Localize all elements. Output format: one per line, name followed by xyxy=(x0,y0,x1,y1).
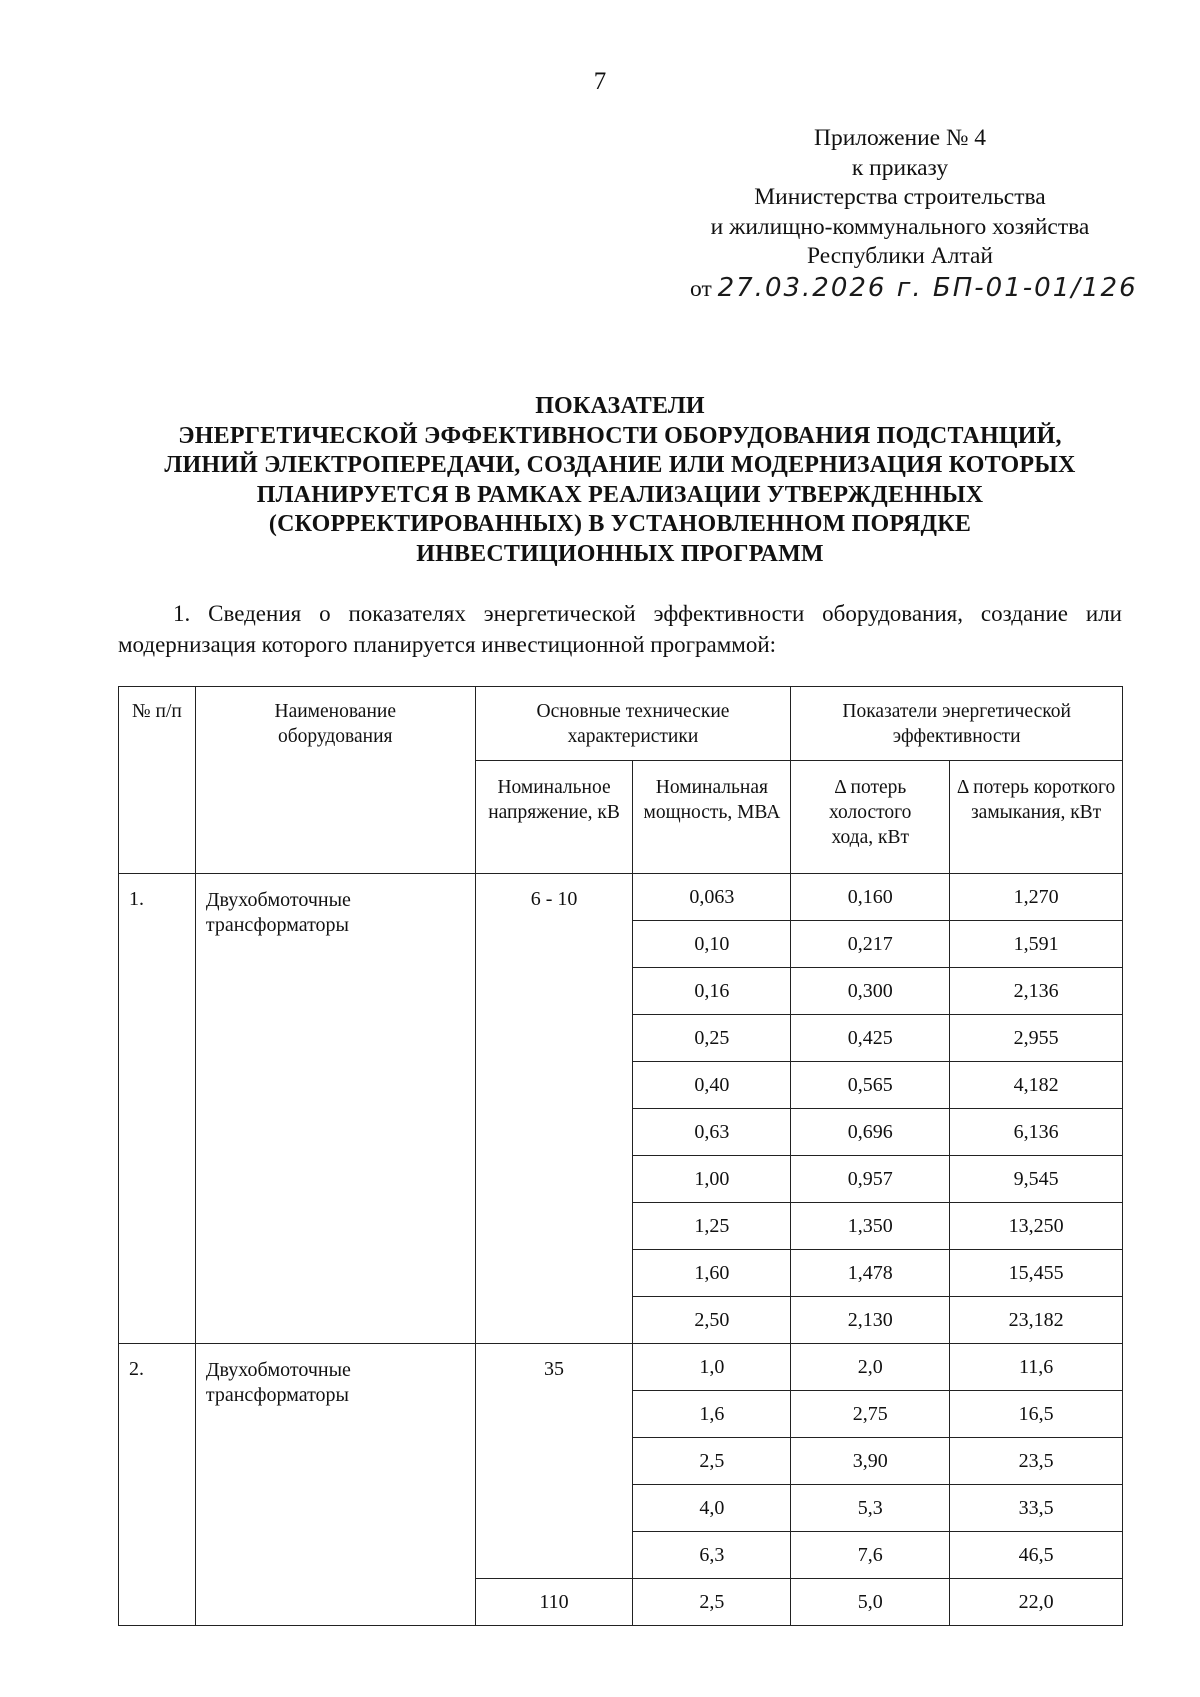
intro-paragraph xyxy=(118,598,1122,660)
date-prefix: от xyxy=(690,275,712,302)
page-number: 7 xyxy=(593,68,607,95)
short-loss-cell: 1,270 xyxy=(950,874,1123,921)
power-cell: 1,00 xyxy=(633,1156,791,1203)
short-loss-cell: 11,6 xyxy=(950,1344,1123,1391)
header-short-loss: Δ потерь короткого замыкания, кВт xyxy=(950,761,1123,874)
idle-loss-cell: 5,0 xyxy=(791,1579,950,1626)
short-loss-cell: 13,250 xyxy=(950,1203,1123,1250)
short-loss-cell: 22,0 xyxy=(950,1579,1123,1626)
group2-name: Двухобмоточные трансформаторы xyxy=(195,1344,475,1626)
power-cell: 2,5 xyxy=(633,1438,791,1485)
short-loss-cell: 4,182 xyxy=(950,1062,1123,1109)
appendix-date-line xyxy=(640,274,1160,305)
power-cell: 0,25 xyxy=(633,1015,791,1062)
group2-voltage-35: 35 xyxy=(475,1344,633,1579)
short-loss-cell: 1,591 xyxy=(950,921,1123,968)
short-loss-cell: 23,5 xyxy=(950,1438,1123,1485)
power-cell: 0,40 xyxy=(633,1062,791,1109)
idle-loss-cell: 2,0 xyxy=(791,1344,950,1391)
power-cell: 1,25 xyxy=(633,1203,791,1250)
power-cell: 4,0 xyxy=(633,1485,791,1532)
title-line-5: (СКОРРЕКТИРОВАННЫХ) В УСТАНОВЛЕННОМ ПОРЯДКЕ xyxy=(268,511,972,537)
power-cell: 0,16 xyxy=(633,968,791,1015)
short-loss-cell: 33,5 xyxy=(950,1485,1123,1532)
document-title xyxy=(100,392,1140,569)
header-voltage: Номинальное напряжение, кВ xyxy=(475,761,633,874)
idle-loss-cell: 2,75 xyxy=(791,1391,950,1438)
title-line-2: ЭНЕРГЕТИЧЕСКОЙ ЭФФЕКТИВНОСТИ ОБОРУДОВАНИЯ ПОДСТАНЦИЙ, xyxy=(178,422,1062,449)
idle-loss-cell: 0,696 xyxy=(791,1109,950,1156)
power-cell: 2,50 xyxy=(633,1297,791,1344)
idle-loss-cell: 1,350 xyxy=(791,1203,950,1250)
title-line-1: ПОКАЗАТЕЛИ xyxy=(535,393,705,419)
short-loss-cell: 46,5 xyxy=(950,1532,1123,1579)
power-cell: 0,63 xyxy=(633,1109,791,1156)
group1-num: 1. xyxy=(119,874,196,1344)
group1-name: Двухобмоточные трансформаторы xyxy=(195,874,475,1344)
header-tech: Основные технические характеристики xyxy=(475,687,791,761)
idle-loss-cell: 5,3 xyxy=(791,1485,950,1532)
idle-loss-cell: 2,130 xyxy=(791,1297,950,1344)
power-cell: 2,5 xyxy=(633,1579,791,1626)
power-cell: 0,063 xyxy=(633,874,791,921)
appendix-line-3: Министерства строительства xyxy=(754,184,1046,210)
idle-loss-cell: 0,425 xyxy=(791,1015,950,1062)
power-cell: 0,10 xyxy=(633,921,791,968)
intro-text: 1. Сведения о показателях энергетической эффективности оборудования, создание или модернизация которого планируется инвестиционной программой: xyxy=(118,601,1122,657)
header-idle-loss: Δ потерь холостого хода, кВт xyxy=(791,761,950,874)
power-cell: 1,6 xyxy=(633,1391,791,1438)
short-loss-cell: 2,136 xyxy=(950,968,1123,1015)
idle-loss-cell: 0,565 xyxy=(791,1062,950,1109)
short-loss-cell: 23,182 xyxy=(950,1297,1123,1344)
idle-loss-cell: 7,6 xyxy=(791,1532,950,1579)
appendix-line-5: Республики Алтай xyxy=(806,243,994,269)
power-cell: 6,3 xyxy=(633,1532,791,1579)
short-loss-cell: 16,5 xyxy=(950,1391,1123,1438)
power-cell: 1,0 xyxy=(633,1344,791,1391)
idle-loss-cell: 3,90 xyxy=(791,1438,950,1485)
short-loss-cell: 2,955 xyxy=(950,1015,1123,1062)
appendix-line-4: и жилищно-коммунального хозяйства xyxy=(710,213,1090,240)
header-num: № п/п xyxy=(119,687,196,874)
title-line-3: ЛИНИЙ ЭЛЕКТРОПЕРЕДАЧИ, СОЗДАНИЕ ИЛИ МОДЕРНИЗАЦИЯ КОТОРЫХ xyxy=(164,452,1076,478)
idle-loss-cell: 0,957 xyxy=(791,1156,950,1203)
appendix-block xyxy=(640,124,1160,304)
group2-num: 2. xyxy=(119,1344,196,1626)
appendix-line-1: Приложение № 4 xyxy=(813,125,987,151)
short-loss-cell: 15,455 xyxy=(950,1250,1123,1297)
header-name: Наименование оборудования xyxy=(195,687,475,874)
idle-loss-cell: 0,300 xyxy=(791,968,950,1015)
appendix-line-2: к приказу xyxy=(851,154,949,181)
idle-loss-cell: 1,478 xyxy=(791,1250,950,1297)
power-cell: 1,60 xyxy=(633,1250,791,1297)
short-loss-cell: 9,545 xyxy=(950,1156,1123,1203)
group2-voltage-110: 110 xyxy=(475,1579,633,1626)
title-line-4: ПЛАНИРУЕТСЯ В РАМКАХ РЕАЛИЗАЦИИ УТВЕРЖДЕННЫХ xyxy=(256,481,984,508)
efficiency-table xyxy=(118,686,1123,1626)
idle-loss-cell: 0,160 xyxy=(791,874,950,921)
short-loss-cell: 6,136 xyxy=(950,1109,1123,1156)
idle-loss-cell: 0,217 xyxy=(791,921,950,968)
header-energy: Показатели энергетической эффективности xyxy=(791,687,1123,761)
group1-voltage: 6 - 10 xyxy=(475,874,633,1344)
header-power: Номинальная мощность, МВА xyxy=(633,761,791,874)
title-line-6: ИНВЕСТИЦИОННЫХ ПРОГРАММ xyxy=(416,540,824,567)
handwritten-date: 27.03.2026 г. БП-01-01/126 xyxy=(717,272,1138,303)
